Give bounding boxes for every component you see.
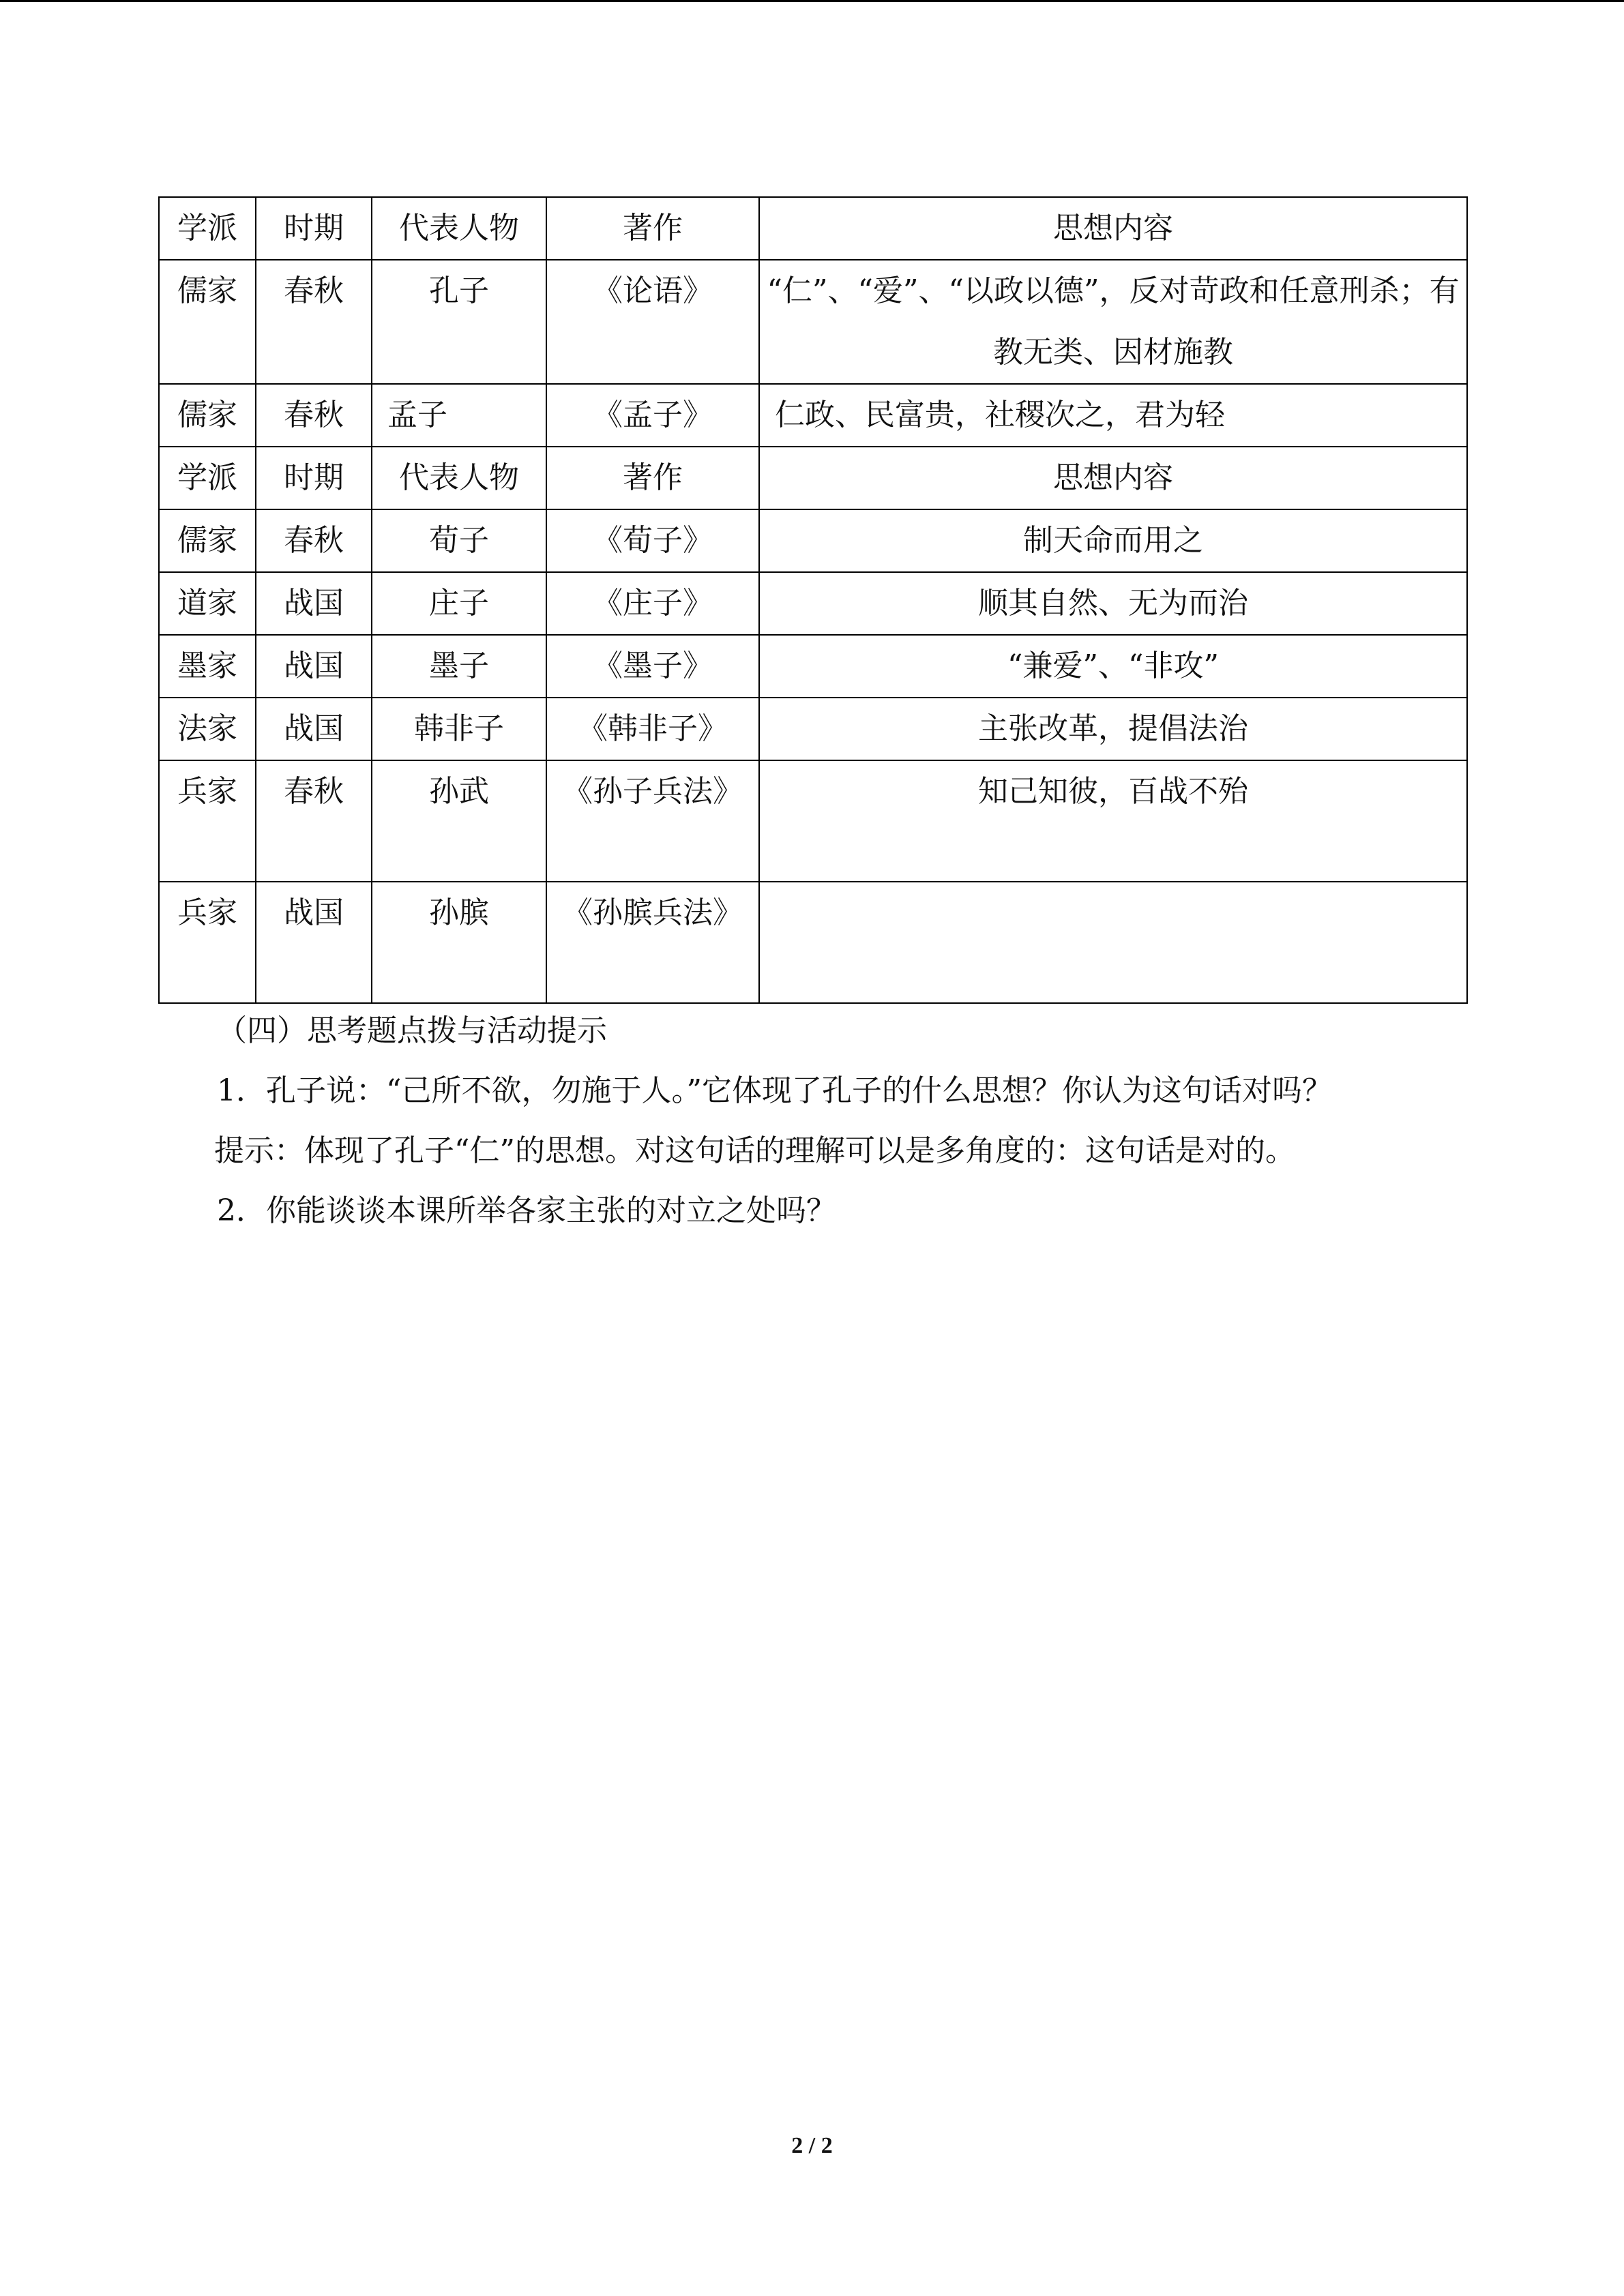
schools-of-thought-table bbox=[158, 196, 1468, 1004]
table-row bbox=[159, 384, 1467, 447]
table-cell: 《论语》 bbox=[546, 260, 759, 384]
table-cell: 韩非子 bbox=[372, 698, 546, 760]
table-row bbox=[159, 260, 1467, 384]
table-cell: 孙膑 bbox=[372, 882, 546, 1003]
table-cell: 兵家 bbox=[159, 882, 256, 1003]
table-cell: 道家 bbox=[159, 572, 256, 635]
table-cell: 儒家 bbox=[159, 260, 256, 384]
question-2: 2．你能谈谈本课所举各家主张的对立之处吗？ bbox=[217, 1193, 836, 1228]
table-cell: 荀子 bbox=[372, 509, 546, 572]
table-cell: 墨子 bbox=[372, 635, 546, 698]
table-cell: 仁政、民富贵，社稷次之，君为轻 bbox=[759, 384, 1467, 447]
table-cell: 学派 bbox=[159, 197, 256, 260]
top-border-line bbox=[0, 0, 1624, 2]
table-cell: 制天命而用之 bbox=[759, 509, 1467, 572]
table-cell: 著作 bbox=[546, 197, 759, 260]
table-cell: 思想内容 bbox=[759, 447, 1467, 509]
table-cell: 《韩非子》 bbox=[546, 698, 759, 760]
table-cell: 孙武 bbox=[372, 760, 546, 882]
section-heading: （四）思考题点拨与活动提示 bbox=[217, 1013, 607, 1048]
table-cell: “兼爱”、“非攻” bbox=[759, 635, 1467, 698]
table-cell: 春秋 bbox=[256, 760, 372, 882]
table-cell: 学派 bbox=[159, 447, 256, 509]
table-cell: 《孟子》 bbox=[546, 384, 759, 447]
table-row bbox=[159, 572, 1467, 635]
table-row bbox=[159, 698, 1467, 760]
table-cell: 墨家 bbox=[159, 635, 256, 698]
page-number: 2 / 2 bbox=[791, 2133, 833, 2158]
table-cell: 孟子 bbox=[372, 384, 546, 447]
table-cell: 春秋 bbox=[256, 384, 372, 447]
table-cell: 战国 bbox=[256, 635, 372, 698]
table-cell: 时期 bbox=[256, 197, 372, 260]
table-cell: 时期 bbox=[256, 447, 372, 509]
table-cell: 孔子 bbox=[372, 260, 546, 384]
table-cell: 顺其自然、无为而治 bbox=[759, 572, 1467, 635]
hint-1: 提示：体现了孔子“仁”的思想。对这句话的理解可以是多角度的：这句话是对的。 bbox=[214, 1133, 1295, 1168]
table-cell: 代表人物 bbox=[372, 197, 546, 260]
table-cell: 兵家 bbox=[159, 760, 256, 882]
table-header-row bbox=[159, 447, 1467, 509]
table-cell: 代表人物 bbox=[372, 447, 546, 509]
table-row bbox=[159, 760, 1467, 882]
table-cell: 《庄子》 bbox=[546, 572, 759, 635]
table-cell: 战国 bbox=[256, 572, 372, 635]
table-cell bbox=[759, 882, 1467, 1003]
table-cell: 著作 bbox=[546, 447, 759, 509]
table-cell: 庄子 bbox=[372, 572, 546, 635]
table-row bbox=[159, 635, 1467, 698]
table-cell: 法家 bbox=[159, 698, 256, 760]
table-cell: 儒家 bbox=[159, 509, 256, 572]
table-cell: “仁”、“爱”、“以政以德”，反对苛政和任意刑杀；有教无类、因材施教 bbox=[759, 260, 1467, 384]
table-header-row bbox=[159, 197, 1467, 260]
table-row bbox=[159, 509, 1467, 572]
table-cell: 儒家 bbox=[159, 384, 256, 447]
table-cell: 战国 bbox=[256, 882, 372, 1003]
table-cell: 思想内容 bbox=[759, 197, 1467, 260]
table-cell: 战国 bbox=[256, 698, 372, 760]
table-cell: 《墨子》 bbox=[546, 635, 759, 698]
table-cell: 主张改革，提倡法治 bbox=[759, 698, 1467, 760]
table-cell: 知己知彼，百战不殆 bbox=[759, 760, 1467, 882]
table-cell: 春秋 bbox=[256, 260, 372, 384]
table-cell: 《孙子兵法》 bbox=[546, 760, 759, 882]
table-cell: 《荀子》 bbox=[546, 509, 759, 572]
table-row bbox=[159, 882, 1467, 1003]
question-1: 1．孔子说：“己所不欲，勿施于人。”它体现了孔子的什么思想？你认为这句话对吗？ bbox=[217, 1073, 1332, 1108]
table-cell: 《孙膑兵法》 bbox=[546, 882, 759, 1003]
table-cell: 春秋 bbox=[256, 509, 372, 572]
